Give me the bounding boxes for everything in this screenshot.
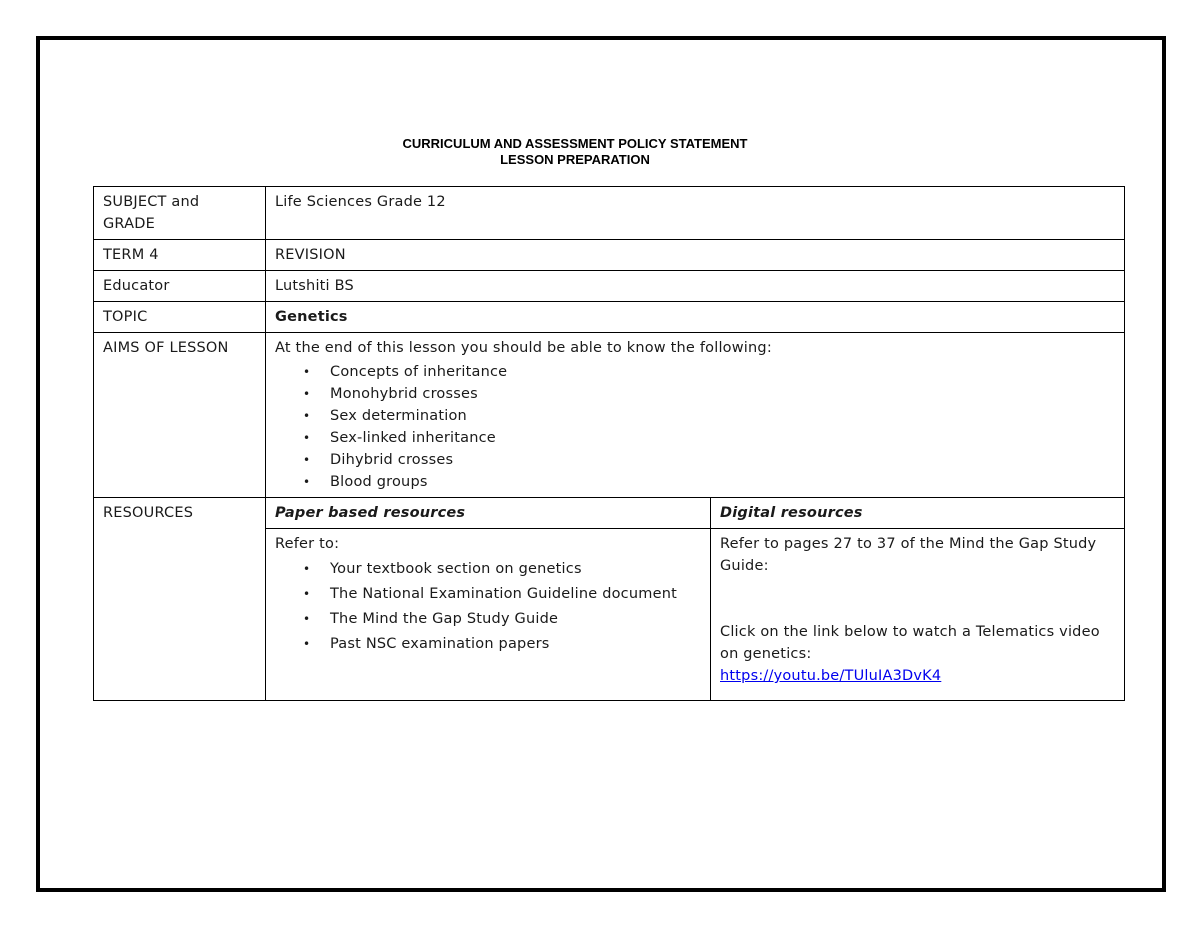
- educator-value: Lutshiti BS: [266, 271, 1125, 302]
- video-link[interactable]: https://youtu.be/TUluIA3DvK4: [720, 668, 942, 684]
- list-item: • The National Examination Guideline document: [330, 582, 701, 607]
- aims-content: [266, 333, 1125, 498]
- digital-text-2: Click on the link below to watch a Telematics video on genetics:: [720, 624, 1100, 662]
- digital-resources-content: [711, 529, 1125, 701]
- list-item: • Sex-linked inheritance: [330, 427, 1115, 449]
- subject-label: [94, 187, 266, 240]
- list-item: • Your textbook section on genetics: [330, 557, 701, 582]
- digital-resources-heading: Digital resources: [711, 498, 1125, 529]
- subject-label-line1: SUBJECT and: [103, 194, 200, 210]
- topic-row: [94, 302, 1125, 333]
- aims-list: [275, 361, 1115, 493]
- list-item: • The Mind the Gap Study Guide: [330, 607, 701, 632]
- subject-label-line2: GRADE: [103, 216, 155, 232]
- subject-value: Life Sciences Grade 12: [266, 187, 1125, 240]
- paper-resources-list: [275, 557, 701, 657]
- topic-label: TOPIC: [94, 302, 266, 333]
- resources-label: RESOURCES: [94, 498, 266, 701]
- list-item: • Monohybrid crosses: [330, 383, 1115, 405]
- paper-resources-content: [266, 529, 711, 701]
- list-item: • Dihybrid crosses: [330, 449, 1115, 471]
- educator-row: [94, 271, 1125, 302]
- term-row: [94, 240, 1125, 271]
- lesson-table: [93, 186, 1125, 701]
- topic-value: Genetics: [266, 302, 1125, 333]
- paper-resources-heading: Paper based resources: [266, 498, 711, 529]
- list-item: • Past NSC examination papers: [330, 632, 701, 657]
- paper-intro: Refer to:: [275, 536, 340, 552]
- list-item: • Concepts of inheritance: [330, 361, 1115, 383]
- document-title: [0, 136, 1150, 168]
- aims-label: AIMS OF LESSON: [94, 333, 266, 498]
- list-item: • Sex determination: [330, 405, 1115, 427]
- term-value: REVISION: [266, 240, 1125, 271]
- subject-row: [94, 187, 1125, 240]
- resources-heading-row: [94, 498, 1125, 529]
- title-line-2: LESSON PREPARATION: [500, 152, 650, 167]
- title-line-1: CURRICULUM AND ASSESSMENT POLICY STATEMENT: [402, 136, 748, 151]
- term-label: TERM 4: [94, 240, 266, 271]
- aims-intro: At the end of this lesson you should be able to know the following:: [275, 340, 772, 356]
- list-item: • Blood groups: [330, 471, 1115, 493]
- aims-row: [94, 333, 1125, 498]
- educator-label: Educator: [94, 271, 266, 302]
- digital-text-1: Refer to pages 27 to 37 of the Mind the Gap Study Guide:: [720, 536, 1097, 574]
